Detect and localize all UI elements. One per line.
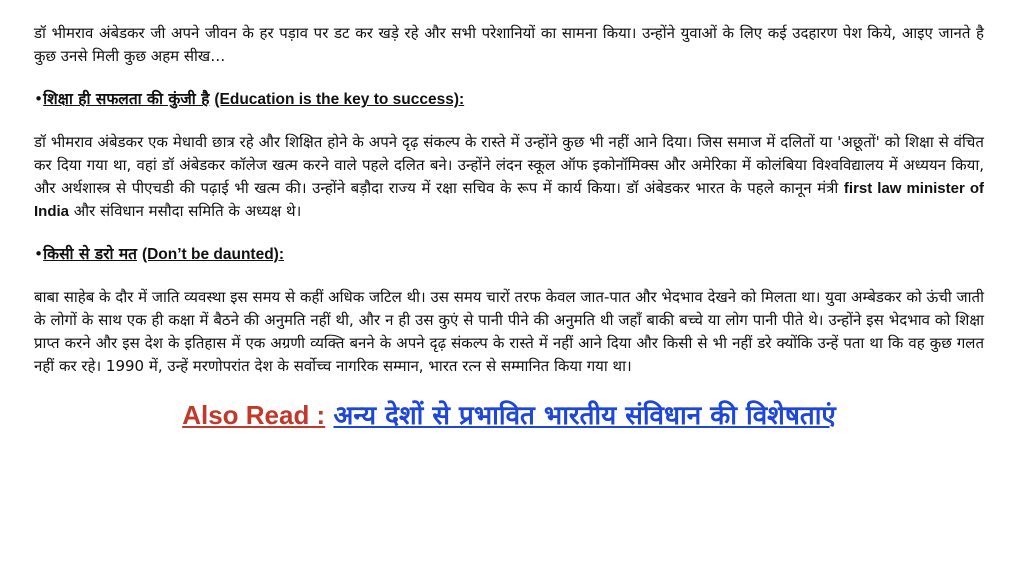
heading-english: (Don’t be daunted): <box>141 246 284 263</box>
paragraph-text: और संविधान मसौदा समिति के अध्यक्ष थे। <box>73 202 302 220</box>
also-read <box>34 398 984 433</box>
bullet: • <box>34 90 44 108</box>
also-read-link[interactable]: अन्य देशों से प्रभावित भारतीय संविधान की विशेषताएं <box>333 401 836 431</box>
intro-paragraph: डॉ भीमराव अंबेडकर जी अपने जीवन के हर पड़ाव पर डट कर खड़े रहे और सभी परेशानियों का सामना किया। उन्होंने युवाओं के लिए कई उदहारण पेश किये, आइए जानते है कुछ उनसे मिली कुछ अहम सीख… <box>34 24 984 65</box>
heading-english: (Education is the key to success): <box>214 91 465 108</box>
heading-hindi: शिक्षा ही सफलता की कुंजी है <box>43 90 210 108</box>
section-paragraph-education <box>34 131 984 223</box>
heading-hindi: किसी से डरो मत <box>43 245 137 263</box>
bold-phrase: first law minister of India <box>34 180 984 220</box>
section-heading-daunted <box>34 243 984 266</box>
also-read-label: Also Read : <box>182 400 326 430</box>
section-heading-education <box>34 88 984 111</box>
bullet: • <box>34 245 44 263</box>
paragraph-text: डॉ भीमराव अंबेडकर एक मेधावी छात्र रहे और शिक्षित होने के अपने दृढ़ संकल्प के रास्ते में उन्होंने कुछ भी नहीं आने दिया। जिस समाज में दलितों या 'अछूतों' को शिक्षा से वंचित कर दिया गया था, वहां डॉ अंबेडकर कॉलेज खत्म करने वाले पहले दलित बने। उन्होंने लंदन स्कूल ऑफ इकोनॉमिक्स और अमेरिका में कोलंबिया विश्वविद्यालय में अध्ययन किया, और अर्थशास्त्र से पीएचडी की पढ़ाई भी खत्म की। उन्होंने बड़ौदा राज्य में रक्षा सचिव के रूप में कार्य किया। डॉ अंबेडकर भारत के पहले कानून मंत्री <box>34 133 984 197</box>
section-paragraph-daunted: बाबा साहेब के दौर में जाति व्यवस्था इस समय से कहीं अधिक जटिल थी। उस समय चारों तरफ केवल जात-पात और भेदभाव देखने को मिलता था। युवा अम्बेडकर को ऊंची जाती के लोगों के साथ एक ही कक्षा में बैठने की अनुमति नहीं थी, और न ही उस कुएं से पानी पीने की अनुमति थी जहाँ बाकी बच्चे या लोग पानी पीते थे। उन्होंने इस भेदभाव को शिक्षा प्राप्त करने और इस देश के इतिहास में एक अग्रणी व्यक्ति बनने के अपने दृढ़ संकल्प के रास्ते में नहीं आने दिया और किसी से भी नहीं डरे क्योंकि उन्हें पता था कि वह कुछ गलत नहीं कर रहे। 1990 में, उन्हें मरणोपरांत देश के सर्वोच्च नागरिक सम्मान, भारत रत्न से सम्मानित किया गया था। <box>34 288 984 375</box>
